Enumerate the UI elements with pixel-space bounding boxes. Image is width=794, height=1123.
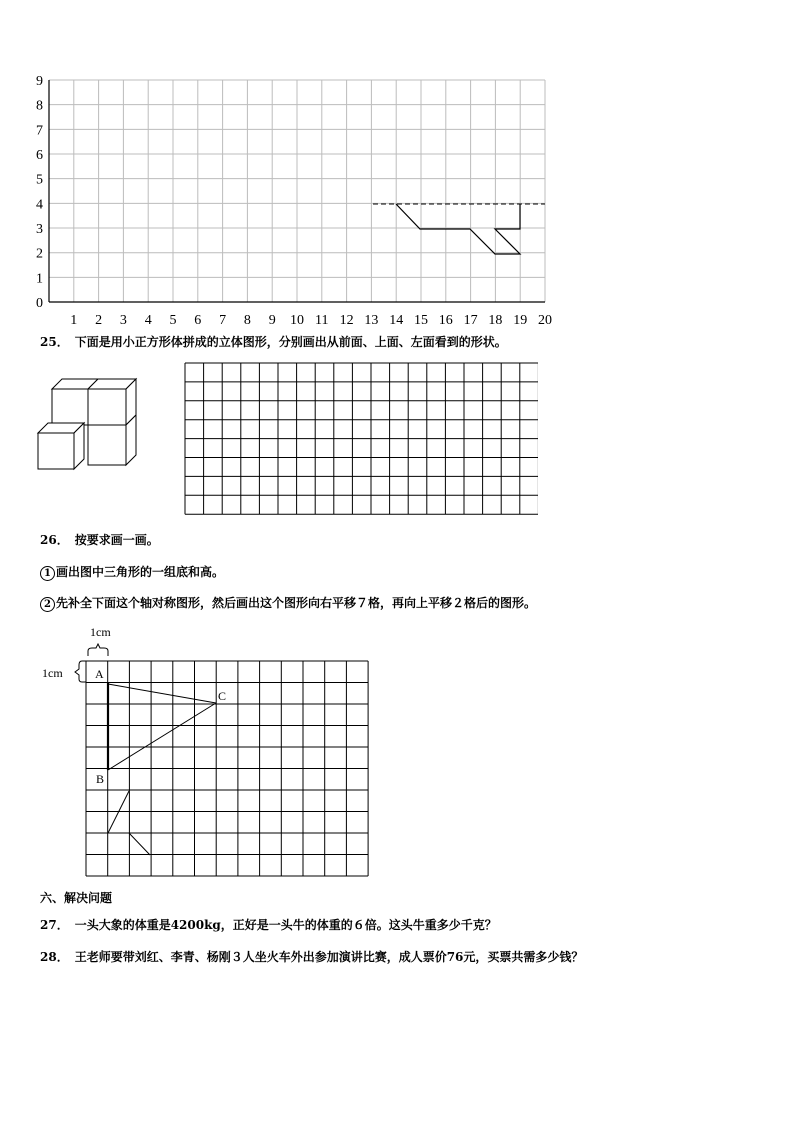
triangle-side-ac xyxy=(108,684,216,703)
question-28 xyxy=(40,948,583,965)
y-tick-label: 5 xyxy=(36,172,43,188)
question-26-item-2 xyxy=(40,594,536,612)
x-tick-label: 3 xyxy=(119,313,127,328)
y-tick-label: 0 xyxy=(36,296,43,312)
y-tick-label: 2 xyxy=(36,246,43,262)
point-a-label: A xyxy=(95,667,104,681)
x-tick-label: 15 xyxy=(414,313,428,328)
question-text: 一头大象的体重是4200kg，正好是一头牛的体重的６倍。这头牛重多少千克？ xyxy=(74,918,497,932)
cube-figure xyxy=(36,375,142,473)
question-text: 王老师要带刘红、李青、杨刚３人坐火车外出参加演讲比赛，成人票价76元，买票共需多少钱？ xyxy=(74,950,584,964)
point-b-label: B xyxy=(96,772,105,786)
top-grid-figure xyxy=(0,0,794,335)
question-26 xyxy=(40,531,159,548)
x-tick-label: 19 xyxy=(513,313,528,328)
section-6-title: 六、解决问题 xyxy=(40,891,113,905)
y-axis-labels xyxy=(36,74,43,311)
y-tick-label: 7 xyxy=(36,123,43,139)
x-tick-label: 9 xyxy=(268,313,276,328)
x-tick-label: 4 xyxy=(144,313,152,328)
x-tick-label: 11 xyxy=(315,313,329,328)
circled-number-1: 1 xyxy=(40,566,55,581)
label-1cm-top: 1cm xyxy=(90,625,111,639)
y-tick-label: 6 xyxy=(36,148,43,164)
brace-left xyxy=(75,661,86,682)
question-number: 27． xyxy=(40,918,69,932)
question-number: 28． xyxy=(40,950,69,964)
y-tick-label: 4 xyxy=(36,197,43,213)
q25-answer-grid xyxy=(184,362,538,518)
x-tick-label: 8 xyxy=(243,313,251,328)
x-tick-label: 2 xyxy=(95,313,103,328)
x-axis-labels xyxy=(70,313,552,328)
triangle-side-bc xyxy=(108,703,216,770)
item-text: 先补全下面这个轴对称图形，然后画出这个图形向右平移７格，再向上平移２格后的图形。 xyxy=(56,596,537,610)
question-number: 25． xyxy=(40,335,69,349)
question-25 xyxy=(40,333,507,350)
x-tick-label: 17 xyxy=(463,313,478,328)
y-tick-label: 1 xyxy=(36,271,43,287)
x-tick-label: 5 xyxy=(169,313,177,328)
x-tick-label: 13 xyxy=(364,313,379,328)
point-c-label: C xyxy=(218,689,227,703)
circled-number-2: 2 xyxy=(40,597,55,612)
y-tick-label: 8 xyxy=(36,98,43,114)
x-tick-label: 20 xyxy=(538,313,552,328)
x-tick-label: 6 xyxy=(194,313,202,328)
question-number: 26． xyxy=(40,533,69,547)
x-tick-label: 1 xyxy=(70,313,78,328)
x-tick-label: 12 xyxy=(339,313,354,328)
question-27 xyxy=(40,916,497,933)
q26-grid-lines xyxy=(86,661,368,876)
y-tick-label: 9 xyxy=(36,74,43,89)
top-grid-lines xyxy=(49,80,545,302)
x-tick-label: 16 xyxy=(438,313,453,328)
label-1cm-left: 1cm xyxy=(42,666,63,680)
question-text: 按要求画一画。 xyxy=(74,533,159,547)
x-tick-label: 18 xyxy=(488,313,503,328)
question-text: 下面是用小正方形体拼成的立体图形，分别画出从前面、上面、左面看到的形状。 xyxy=(74,335,507,349)
q25-grid-lines xyxy=(185,363,538,514)
y-tick-label: 3 xyxy=(36,222,43,238)
q26-figure xyxy=(0,615,400,880)
question-26-item-1 xyxy=(40,563,224,581)
brace-top xyxy=(88,644,108,656)
item-text: 画出图中三角形的一组底和高。 xyxy=(56,565,225,579)
given-shape xyxy=(396,204,520,254)
x-tick-label: 14 xyxy=(389,313,404,328)
x-tick-label: 10 xyxy=(290,313,304,328)
x-tick-label: 7 xyxy=(219,313,227,328)
